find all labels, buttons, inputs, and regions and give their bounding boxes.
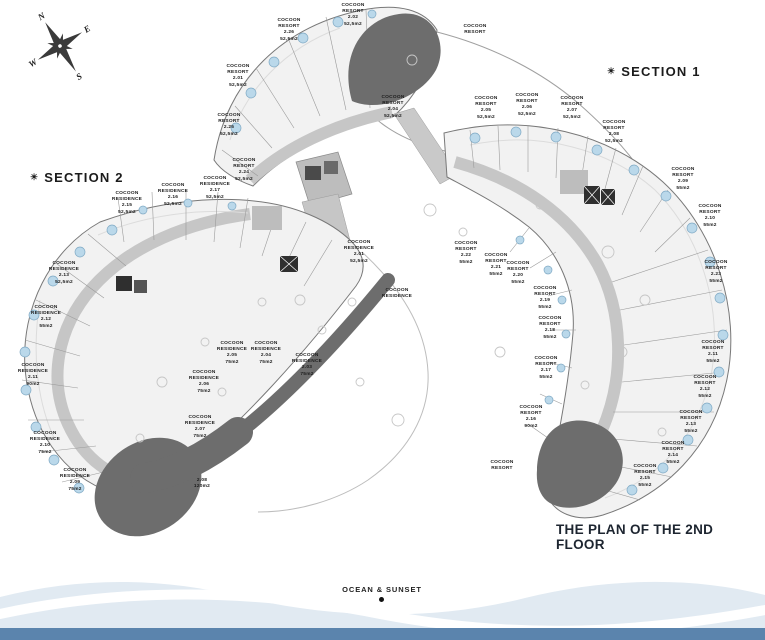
unit-label: COCOON RESIDENCE 2.15 52,5m2 (111, 191, 143, 215)
compass-w: W (26, 56, 39, 70)
unit-label: COCOON RESORT 2.09 55m2 (671, 167, 695, 191)
unit-label: COCOON RESORT 2.10 55m2 (698, 204, 722, 228)
unit-label: COCOON RESIDENCE 2.17 52,5m2 (199, 176, 231, 200)
unit-label: COCOON RESIDENCE 2.05 75m2 (216, 341, 248, 365)
building-label: COCOON RESORT (463, 24, 487, 36)
sun-icon: ☀ (30, 172, 40, 182)
unit-label: COCOON RESORT 2.13 55m2 (679, 410, 703, 434)
ocean-dot (379, 597, 384, 602)
unit-label: COCOON RESORT 2.06 52,5m2 (515, 93, 539, 117)
unit-label: 2.08 120m2 (193, 478, 211, 490)
unit-label: COCOON RESORT 2.25 52,5m2 (217, 113, 241, 137)
unit-label: COCOON RESORT 2.16 90m2 (519, 405, 543, 429)
unit-label: COCOON RESORT 2.11 55m2 (701, 340, 725, 364)
unit-label: COCOON RESIDENCE 2.11 90m2 (17, 363, 49, 387)
compass-e: E (81, 23, 93, 35)
building-label: COCOON RESORT (490, 460, 514, 472)
plan-title: THE PLAN OF THE 2ND FLOOR (556, 522, 714, 552)
unit-label: COCOON RESIDENCE 2.12 55m2 (30, 305, 62, 329)
section-1-title: SECTION 1 (621, 64, 701, 79)
unit-label: COCOON RESIDENCE 2.01 52,5m2 (343, 240, 375, 264)
unit-label: COCOON RESORT 2.08 52,5m2 (602, 120, 626, 144)
unit-label: COCOON RESORT 2.05 52,5m2 (474, 96, 498, 120)
unit-label: COCOON RESORT 2.22 55m2 (454, 241, 478, 265)
unit-label: COCOON RESORT 2.23 55m2 (704, 260, 728, 284)
unit-label: COCOON RESORT 2.01 52,5m2 (226, 64, 250, 88)
unit-label: COCOON RESIDENCE 2.10 75m2 (29, 431, 61, 455)
section-1-header (607, 64, 701, 79)
unit-label: COCOON RESORT 2.12 55m2 (693, 375, 717, 399)
unit-label: COCOON RESORT 2.04 52,5m2 (381, 95, 405, 119)
unit-label: COCOON RESORT 2.20 55m2 (506, 261, 530, 285)
ocean-sunset-label: OCEAN & SUNSET (342, 585, 422, 594)
unit-label: COCOON RESIDENCE 2.09 75m2 (59, 468, 91, 492)
unit-label: COCOON RESORT 2.19 55m2 (533, 286, 557, 310)
compass-s: S (74, 70, 84, 83)
compass-n: N (36, 10, 47, 23)
unit-label: COCOON RESORT 2.02 52,5m2 (341, 3, 365, 27)
compass-rose (8, 0, 111, 100)
building-section-2 (22, 190, 388, 557)
unit-label: COCOON RESIDENCE 2.04 75m2 (250, 341, 282, 365)
unit-label: COCOON RESORT 2.15 55m2 (633, 464, 657, 488)
section-2-title: SECTION 2 (44, 170, 124, 185)
unit-label: COCOON RESORT 2.26 52,5m2 (277, 18, 301, 42)
unit-label: COCOON RESORT 2.24 52,5m2 (232, 158, 256, 182)
unit-label: COCOON RESORT 2.21 55m2 (484, 253, 508, 277)
unit-label: COCOON RESORT 2.07 52,5m2 (560, 96, 584, 120)
unit-label: COCOON RESORT 2.17 55m2 (534, 356, 558, 380)
unit-label: COCOON RESIDENCE 2.13 52,5m2 (48, 261, 80, 285)
unit-label: COCOON RESIDENCE 2.06 75m2 (188, 370, 220, 394)
unit-label: COCOON RESIDENCE 2.03 75m2 (291, 353, 323, 377)
sun-icon: ☀ (607, 66, 617, 76)
building-section-1 (444, 125, 731, 518)
unit-label: COCOON RESORT 2.14 55m2 (661, 441, 685, 465)
unit-label: COCOON RESIDENCE 2.16 52,5m2 (157, 183, 189, 207)
unit-label: COCOON RESORT 2.18 55m2 (538, 316, 562, 340)
building-label: COCOON RESIDENCE (381, 288, 413, 300)
unit-label: COCOON RESIDENCE 2.07 75m2 (184, 415, 216, 439)
section-2-header (30, 170, 124, 185)
